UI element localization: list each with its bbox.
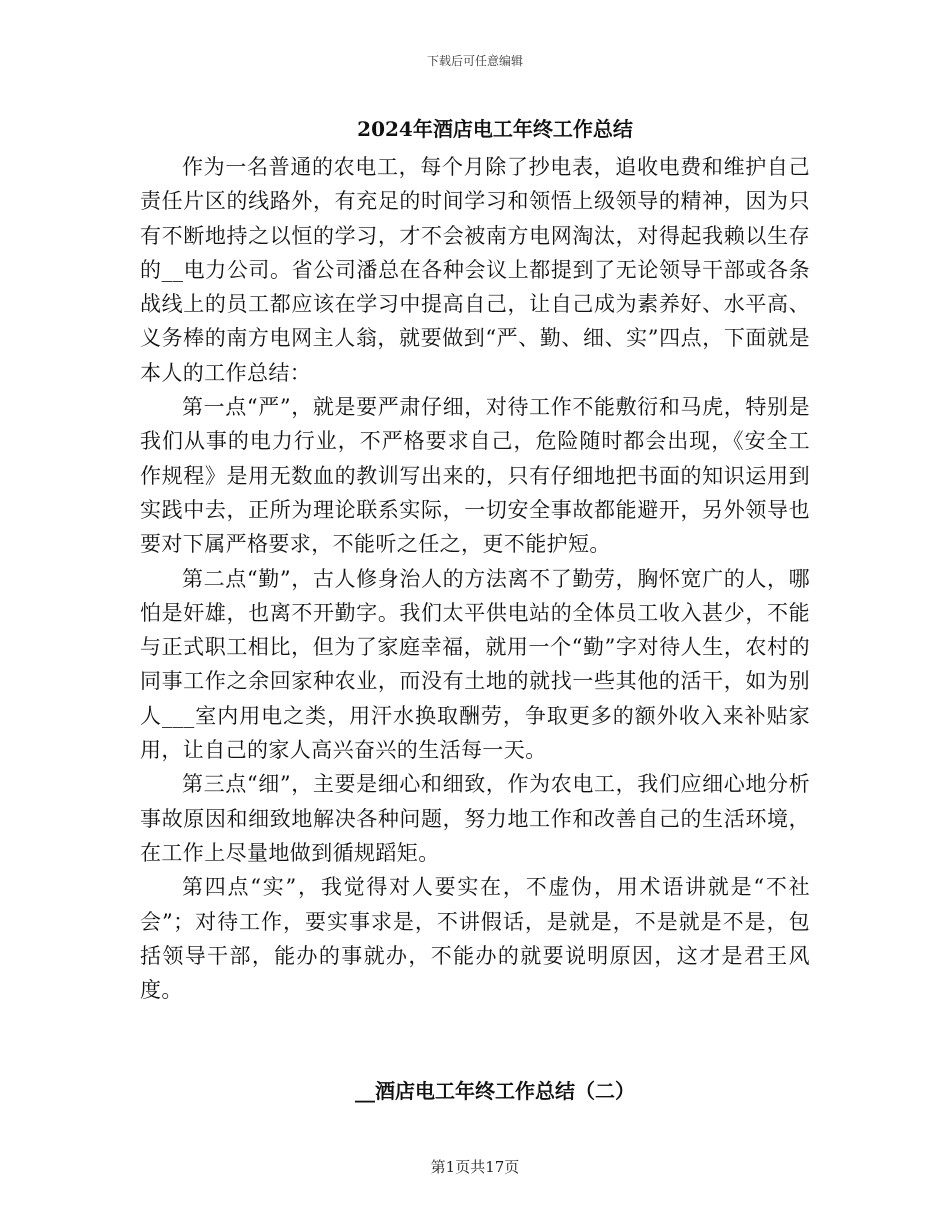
document-title: 2024年酒店电工年终工作总结 <box>357 117 633 141</box>
section-title: __酒店电工年终工作总结（二） <box>355 1079 635 1103</box>
paragraph-point-strict: 第一点“严”，就是要严肃仔细，对待工作不能敷衍和马虎，特别是我们从事的电力行业，不严格要求自己，危险随时都会出现，《安全工作规程》是用无数血的教训写出来的，只有仔细地把书面的知识运用到实践中去，正所为理论联系实际，一切安全事故都能避开，另外领导也要对下属严格要求，不能听之任之，更不能护短。 <box>140 395 810 557</box>
paragraph-point-diligent: 第二点“勤”，古人修身治人的方法离不了勤劳，胸怀宽广的人，哪怕是奸雄，也离不开勤字。我们太平供电站的全体员工收入甚少，不能与正式职工相比，但为了家庭幸福，就用一个“勤”字对待人生，农村的同事工作之余回家种农业，而没有土地的就找一些其他的活干，如为别人___室内用电之类，用汗水换取酬劳，争取更多的额外收入来补贴家用，让自己的家人高兴奋兴的生活每一天。 <box>140 566 810 763</box>
page-header-note: 下载后可任意编辑 <box>426 54 523 68</box>
paragraph-intro: 作为一名普通的农电工，每个月除了抄电表，追收电费和维护自己责任片区的线路外，有充足的时间学习和领悟上级领导的精神，因为只有不断地持之以恒的学习，才不会被南方电网淘汰，对得起我赖以生存的__电力公司。省公司潘总在各种会议上都提到了无论领导干部或各条战线上的员工都应该在学习中提高自己，让自己成为素养好、水平高、义务棒的南方电网主人翁，就要做到“严、勤、细、实”四点，下面就是本人的工作总结： <box>140 155 810 385</box>
paragraph-point-practical: 第四点“实”，我觉得对人要实在，不虚伪，用术语讲就是“不社会”；对待工作，要实事求是，不讲假话，是就是，不是就是不是，包括领导干部，能办的事就办，不能办的就要说明原因，这才是君王风度。 <box>140 875 810 1003</box>
document-body <box>140 150 810 1007</box>
page-number: 第1页共17页 <box>430 1158 520 1176</box>
paragraph-point-careful: 第三点“细”，主要是细心和细致，作为农电工，我们应细心地分析事故原因和细致地解决各种问题，努力地工作和改善自己的生活环境，在工作上尽量地做到循规蹈矩。 <box>140 772 810 865</box>
